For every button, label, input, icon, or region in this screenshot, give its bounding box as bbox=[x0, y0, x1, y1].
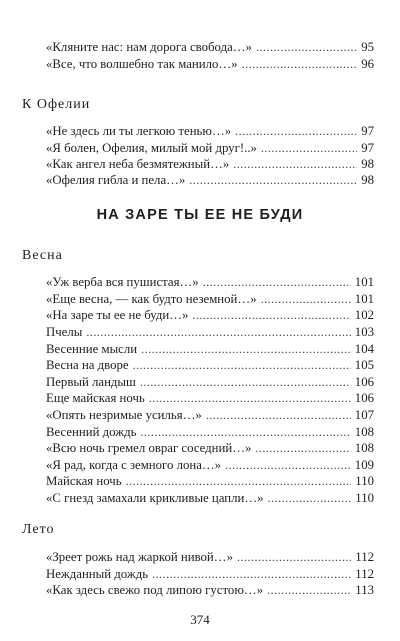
toc-entry bbox=[46, 473, 374, 489]
entry-title: «На заре ты ее не буди…» bbox=[46, 308, 189, 322]
entry-title: «Опять незримые усилья…» bbox=[46, 408, 202, 422]
entry-title: «Еще весна, — как будто неземной…» bbox=[46, 292, 257, 306]
toc-entry bbox=[46, 582, 374, 598]
toc-entry bbox=[46, 156, 374, 172]
toc-entry bbox=[46, 291, 374, 307]
entry-page: 113 bbox=[355, 583, 374, 597]
toc-entry bbox=[46, 440, 374, 456]
leader-dots bbox=[86, 324, 350, 340]
entry-title: «Не здесь ли ты легкою тенью…» bbox=[46, 124, 232, 138]
toc-entry bbox=[46, 56, 374, 72]
entry-title: Первый ландыш bbox=[46, 375, 136, 389]
entry-page: 104 bbox=[354, 342, 374, 356]
entry-title: «Я рад, когда с земного лона…» bbox=[46, 458, 222, 472]
entry-page: 103 bbox=[354, 325, 374, 339]
leader-dots bbox=[140, 374, 351, 390]
leader-dots bbox=[225, 457, 351, 473]
entry-title: Весенний дождь bbox=[46, 425, 137, 439]
entry-page: 97 bbox=[361, 124, 374, 138]
entry-page: 101 bbox=[354, 292, 374, 306]
leader-dots bbox=[192, 307, 350, 323]
entry-title: Нежданный дождь bbox=[46, 567, 149, 581]
entry-title: «С гнезд замахали крикливые цапли…» bbox=[46, 491, 264, 505]
toc-entry bbox=[46, 341, 374, 357]
toc-entry bbox=[46, 357, 374, 373]
entry-page: 96 bbox=[361, 57, 374, 71]
section-heading: Весна bbox=[22, 248, 63, 263]
entry-page: 95 bbox=[361, 40, 374, 54]
toc-entry bbox=[46, 140, 374, 156]
toc-entry bbox=[46, 39, 374, 55]
leader-dots bbox=[203, 274, 351, 290]
leader-dots bbox=[261, 140, 357, 156]
entry-title: Майская ночь bbox=[46, 474, 122, 488]
entry-page: 102 bbox=[354, 308, 374, 322]
toc-entry bbox=[46, 274, 374, 290]
leader-dots bbox=[261, 291, 351, 307]
leader-dots bbox=[152, 566, 351, 582]
entry-page: 106 bbox=[354, 391, 374, 405]
leader-dots bbox=[267, 582, 351, 598]
entry-title: «Все, что волшебно так манило…» bbox=[46, 57, 238, 71]
toc-entry bbox=[46, 374, 374, 390]
leader-dots bbox=[126, 473, 352, 489]
entry-title: «Как здесь свежо под липою густою…» bbox=[46, 583, 264, 597]
entry-title: Весна на дворе bbox=[46, 358, 129, 372]
entry-title: «Всю ночь гремел овраг соседний…» bbox=[46, 441, 252, 455]
entry-page: 98 bbox=[361, 157, 374, 171]
leader-dots bbox=[206, 407, 351, 423]
entry-page: 98 bbox=[361, 173, 374, 187]
toc-entry bbox=[46, 324, 374, 340]
section-heading: Лето bbox=[22, 522, 55, 537]
entry-page: 110 bbox=[355, 474, 374, 488]
leader-dots bbox=[149, 390, 351, 406]
toc-entry bbox=[46, 457, 374, 473]
leader-dots bbox=[256, 39, 357, 55]
leader-dots bbox=[255, 440, 350, 456]
leader-dots bbox=[141, 341, 351, 357]
toc-entry bbox=[46, 390, 374, 406]
toc-entry bbox=[46, 123, 374, 139]
entry-title: Пчелы bbox=[46, 325, 83, 339]
entry-title: «Я болен, Офелия, милый мой друг!..» bbox=[46, 141, 257, 155]
leader-dots bbox=[189, 172, 357, 188]
leader-dots bbox=[268, 490, 352, 506]
entry-page: 112 bbox=[355, 567, 374, 581]
entry-page: 108 bbox=[354, 425, 374, 439]
entry-page: 109 bbox=[354, 458, 374, 472]
entry-page: 105 bbox=[354, 358, 374, 372]
entry-title: Весенние мысли bbox=[46, 342, 138, 356]
page-number: 374 bbox=[190, 612, 210, 627]
toc-entry bbox=[46, 424, 374, 440]
entry-page: 97 bbox=[361, 141, 374, 155]
entry-page: 106 bbox=[354, 375, 374, 389]
entry-title: «Как ангел неба безмятежный…» bbox=[46, 157, 230, 171]
leader-dots bbox=[242, 56, 358, 72]
leader-dots bbox=[140, 424, 350, 440]
entry-title: «Кляните нас: нам дорога свобода…» bbox=[46, 40, 252, 54]
entry-page: 112 bbox=[355, 550, 374, 564]
leader-dots bbox=[233, 156, 357, 172]
entry-title: «Офелия гибла и пела…» bbox=[46, 173, 186, 187]
entry-page: 110 bbox=[355, 491, 374, 505]
toc-entry bbox=[46, 407, 374, 423]
entry-title: «Уж верба вся пушистая…» bbox=[46, 275, 199, 289]
toc-entry bbox=[46, 490, 374, 506]
toc-entry bbox=[46, 172, 374, 188]
entry-title: «Зреет рожь над жаркой нивой…» bbox=[46, 550, 233, 564]
part-title: НА ЗАРЕ ТЫ ЕЕ НЕ БУДИ bbox=[96, 207, 304, 223]
leader-dots bbox=[235, 123, 357, 139]
leader-dots bbox=[133, 357, 351, 373]
toc-entry bbox=[46, 566, 374, 582]
entry-title: Еще майская ночь bbox=[46, 391, 145, 405]
entry-page: 108 bbox=[354, 441, 374, 455]
toc-entry bbox=[46, 307, 374, 323]
leader-dots bbox=[237, 549, 351, 565]
entry-page: 101 bbox=[354, 275, 374, 289]
toc-entry bbox=[46, 549, 374, 565]
entry-page: 107 bbox=[354, 408, 374, 422]
section-heading: К Офелии bbox=[22, 97, 91, 112]
